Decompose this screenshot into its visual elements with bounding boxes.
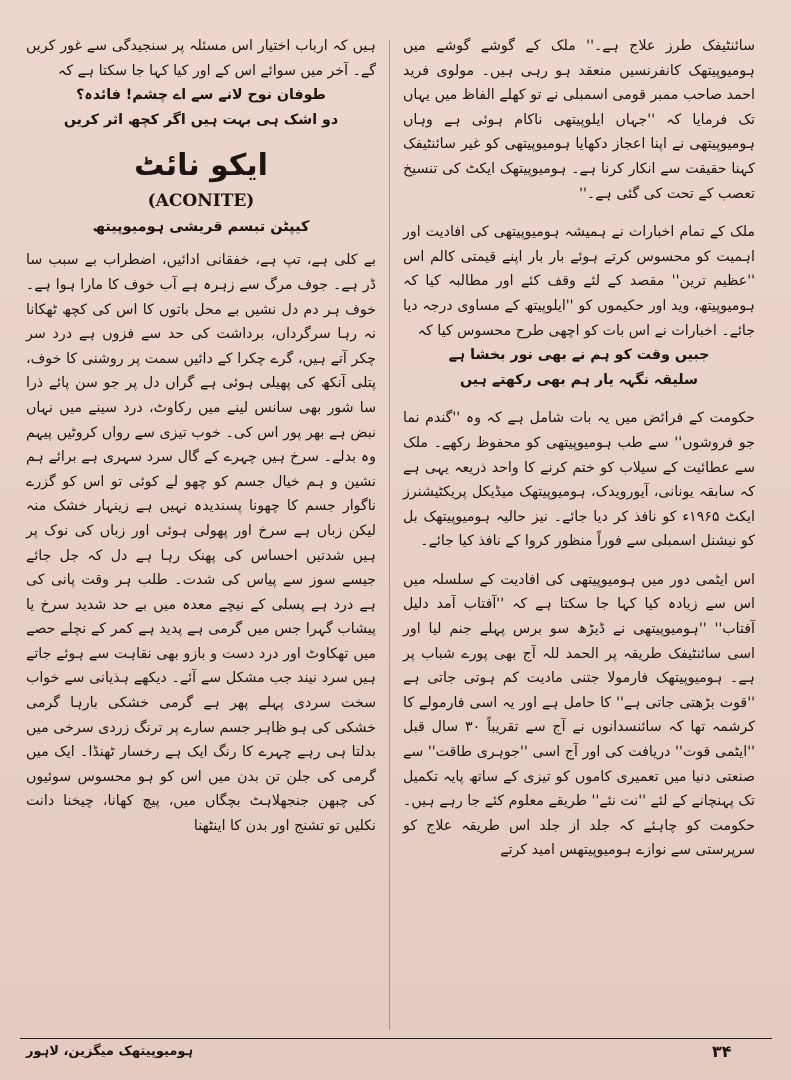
right-paragraph-3: حکومت کے فرائض میں یہ بات شامل ہے کہ وہ ''گندم نما جو فروشوں'' سے طب ہومیوپیتھی کو محفوظ رکھے۔ ملک سے عطائیت کے سیلاب کو ختم کرنے کا واحد ذریعہ یہی ہے کہ سابقہ یونانی، آیورویدک، ہومیوپیتھک میڈیکل پریکٹیشنرز ایکٹ ۱۹۶۵ء کو نافذ کر دیا جائے۔ نیز حالیہ ہومیوپیتھک بل کو نیشنل اسمبلی سے فوراً منظور کروا کے نافذ کیا جائے۔ xyxy=(403,410,755,550)
footer-magazine-title: ہومیوپیتھک میگزین، لاہور xyxy=(26,1044,194,1059)
article-title-urdu: ایکو نائٹ xyxy=(134,148,268,184)
right-paragraph-4: اس ایٹمی دور میں ہومیوپیتھی کی افادیت کے سلسلہ میں اس سے زیادہ کیا کہا جا سکتا ہے کہ ''آفتاب آمد دلیل آفتاب'' ''ہومیوپیتھی نے ڈیڑھ سو برس پہلے جنم لیا اور اسی سائنٹیفک طریقہ پر الحمد للہ آج بھی پورے شباب پر ہے۔ ہومیوپیتھک فارمولا جتنی مادیت کم ہوتی جاتی ہے ''قوت بڑھتی جاتی ہے'' کا حامل ہے اور یہ اسی فارمولے کا کرشمہ تھا کہ سائنسدانوں نے آج سے تقریباً ۳۰ سال قبل ''ایٹمی قوت'' دریافت کی اور آج اسی ''جوہری طاقت'' سے صنعتی دنیا میں تعمیری کاموں کو تیزی کے ساتھ پایہ تکمیل تک پہنچانے کے لئے ''نت نئے'' طریقے معلوم کئے جا رہے ہیں۔ xyxy=(403,571,755,810)
couplet-2-line-1: طوفان نوح لانے سے اے چشم! فائدہ؟ xyxy=(76,87,326,104)
page-number: ۳۴ xyxy=(712,1042,732,1061)
couplet-2-line-2: دو اشک ہی بہت ہیں اگر کچھ اثر کریں xyxy=(63,111,339,128)
left-intro: ہیں کہ ارباب اختیار اس مسئلہ پر سنجیدگی سے غور کریں گے۔ آخر میں سوائے اس کے اور کیا کہا جا سکتا ہے کہ xyxy=(26,38,376,79)
footer-rule xyxy=(20,1038,772,1039)
right-column xyxy=(403,34,755,863)
column-divider xyxy=(389,40,390,1030)
article-title-latin: (ACONITE) xyxy=(147,191,255,212)
article-byline: کیپٹن تبسم قریشی ہومیوپیتھ xyxy=(92,219,310,236)
right-paragraph-1: سائنٹیفک طرز علاج ہے۔'' ملک کے گوشے گوشے میں ہومیوپیتھک کانفرنسیں منعقد ہو رہی ہیں۔ مولوی فرید احمد صاحب ممبر قومی اسمبلی نے تو کھلے الفاظ میں یہاں تک فرمایا کہ ''جہاں ایلوپیتھی ناکام ہوئی ہے وہاں ہومیوپیتھی نے اپنا اعجاز دکھایا ہومیوپیتھی کو غیر سائنٹیفک کہنا حقیقت سے انکار کرنا ہے۔ ہومیوپیتھک ایکٹ کی تنسیخ تعصب کے تحت کی گئی ہے۔'' xyxy=(403,38,755,202)
right-paragraph-2: ملک کے تمام اخبارات نے ہمیشہ ہومیوپیتھی کی افادیت اور اہمیت کو محسوس کرتے ہوئے بار بار اپنے قیمتی کالم اس ''عظیم ترین'' مقصد کے لئے وقف کئے اور مطالبہ کیا کہ ہومیوپیتھ، وید اور حکیموں کو ''ایلوپیتھ کے مساوی درجہ دیا جائے۔ اخبارات نے اس بات کو اچھی طرح محسوس کیا کہ xyxy=(403,224,755,339)
left-column xyxy=(26,34,376,839)
article-body: بے کلی ہے، تپ ہے، خفقانی ادائیں، اضطراب بے سبب سا ڈر ہے۔ جوف مرگ سے زہرہ ہے آب خوف کا مارا ہوا ہے۔ خوف ہر دم دل نشیں بے محل باتوں کا اس کی کچھ ٹھکانا نہ رہا سرگرداں، برداشت کی حد سے فزوں ہے درد سر چکر آتے ہیں، گرے چکرا کے دائیں سمت پر روشنی کا خوف، پتلی آنکھ کی پھیلی ہوئی ہے گراں دل پر جو سن پائے ذرا سا شور بھی سانس لینے میں رکاوٹ، درد سینے میں نہاں نبض ہے بھر پور اس کی۔ خوب تیزی سے رواں کروٹیں پیہم وہ بدلے۔ سرخ ہیں چہرے کے گال سرد سہری ہے برائے ہم نشین و ہم خیال جسم کو چھو لے کوئی تو اس کو گزرے ناگوار جسم کا چھونا پسندیدہ نہیں ہے زینہار خشک منہ لیکن زباں ہے سرخ اور پھولی ہوئی اور زباں کی نوک پر ہیں شدتیں احساس کی پھنک رہا ہے دل کہ جل جائے جیسے سوز سے پیاس کی شدت۔ طلب ہر وقت پانی کی ہے درد ہے پسلی کے نیچے معدہ میں بے حد شدید سرخ یا پیشاب گہرا جس میں گرمی ہے پدید ہے کمر کے نچلے حصے میں تھکاوٹ اور درد دست و بازو بھی نقاہت سے ہوئے جاتے ہیں سرد نیند جب مشکل سے آئے۔ دیکھے ہذیانی سے خواب سخت سردی پہلے پھر ہے گرمی خشکی بارہا گرمی خشکی کی ہو ظاہر جسم سارے پر ترنگ زردی سرخی میں بدلتا ہی رہے چہرے کا رنگ ایک ہے رخسار ٹھنڈا۔ ایک میں گرمی کی جلن تن بدن میں اس کو ہو محسوس سوئیوں کی چبھن جنجھلاہٹ بچگاں میں، پیچ کھانا، چیخنا دانت نکلیں تو تشنج اور بدن کا اینٹھنا xyxy=(26,252,376,835)
right-paragraph-5: حکومت کو چاہئے کہ جلد از جلد اس طریقہ علاج کو سرپرستی سے نوازے ہومیوپیتھس امید کرتے xyxy=(403,817,755,859)
couplet-1-line-2: سلیقہ نگہہ یار ہم بھی رکھتے ہیں xyxy=(460,371,698,388)
couplet-1-line-1: جبیں وقت کو ہم نے بھی نور بخشا ہے xyxy=(448,347,710,364)
